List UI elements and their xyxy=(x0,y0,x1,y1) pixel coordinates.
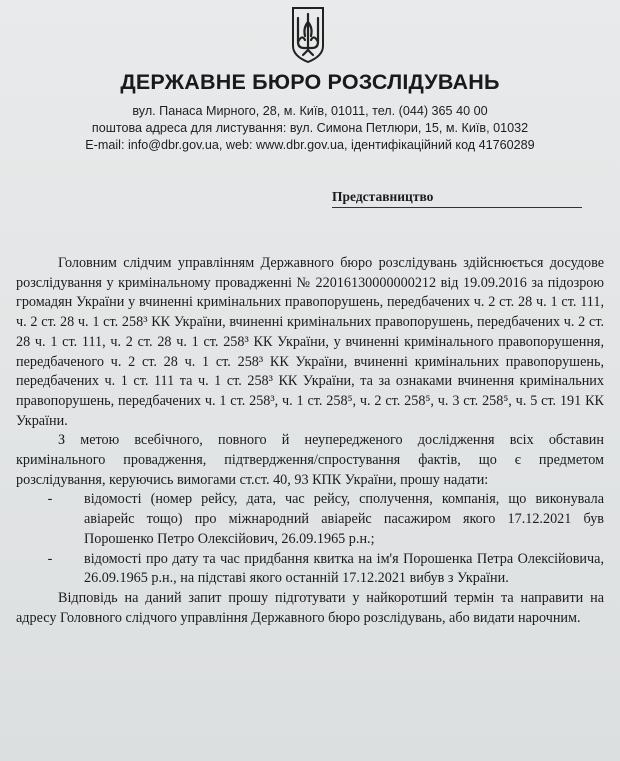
list-item xyxy=(16,550,604,589)
postal-address: поштова адреса для листування: вул. Симона Петлюри, 15, м. Київ, 01032 xyxy=(91,121,529,135)
closing-paragraph: Відповідь на даний запит прошу підготувати у найкоротший термін та направити на адресу Головного слідчого управління Державного бюро розслідувань, або видати нарочним. xyxy=(16,589,604,626)
office-address: вул. Панаса Мирного, 28, м. Київ, 01011, тел. (044) 365 40 00 xyxy=(132,104,488,118)
list-dash: - xyxy=(47,550,53,567)
addressee: Представництво xyxy=(332,189,582,208)
list-item-text: відомості про дату та час придбання квитка на ім'я Порошенка Петра Олексійовича, 26.09.1965 р.н., на підставі якого останній 17.12.2021 вибув з України. xyxy=(84,550,604,587)
email-web-code: E-mail: info@dbr.gov.ua, web: www.dbr.gov.ua, ідентифікаційний код 41760289 xyxy=(85,138,535,152)
request-paragraph: З метою всебічного, повного й неупередженого дослідження всіх обставин кримінального провадження, підтвердження/спростування фактів, що є предметом розслідування, керуючись вимогами ст.ст. 40, 93 КПК України, прошу надати: xyxy=(16,432,604,488)
intro-paragraph: Головним слідчим управлінням Державного бюро розслідувань здійснюється досудове розслідування у кримінальному провадженні № 22016130000000212 від 19.09.2016 за підозрою громадян України у вчиненні кримінальних правопорушень, передбачених ч. 2 ст. 28 ч. 1 ст. 111, ч. 2 ст. 28 ч. 1 ст. 258³ КК України, вчиненні кримінальних правопорушень, передбачених ч. 2 ст. 28 ч. 1 ст. 111, ч. 2 ст. 28 ч. 1 ст. 258³ КК України, у вчиненні кримінального правопорушення, передбаченого ч. 2 ст. 28 ч. 1 ст. 258³ КК України, вчиненні кримінальних правопорушень, передбачених ч. 1 ст. 111 та ч. 1 ст. 258³ КК України, та за ознаками вчинення кримінальних правопорушень, передбачених ч. 1 ст. 258³, ч. 1 ст. 258⁵, ч. 2 ст. 258⁵, ч. 3 ст. 258⁵, ч. 5 ст. 191 КК України. xyxy=(16,255,604,429)
list-item xyxy=(16,490,604,549)
list-item-text: відомості (номер рейсу, дата, час рейсу, сполучення, компанія, що виконувала авіарейс тощо) про міжнародний авіарейс пасажиром якого 17.12.2021 був Порошенко Петро Олексійович, 26.09.1965 р.н.; xyxy=(84,491,604,547)
trident-emblem-icon xyxy=(291,6,325,64)
list-dash: - xyxy=(47,491,53,508)
contact-block xyxy=(0,103,620,154)
letter-body xyxy=(16,254,604,628)
organization-title: ДЕРЖАВНЕ БЮРО РОЗСЛІДУВАНЬ xyxy=(120,70,500,94)
